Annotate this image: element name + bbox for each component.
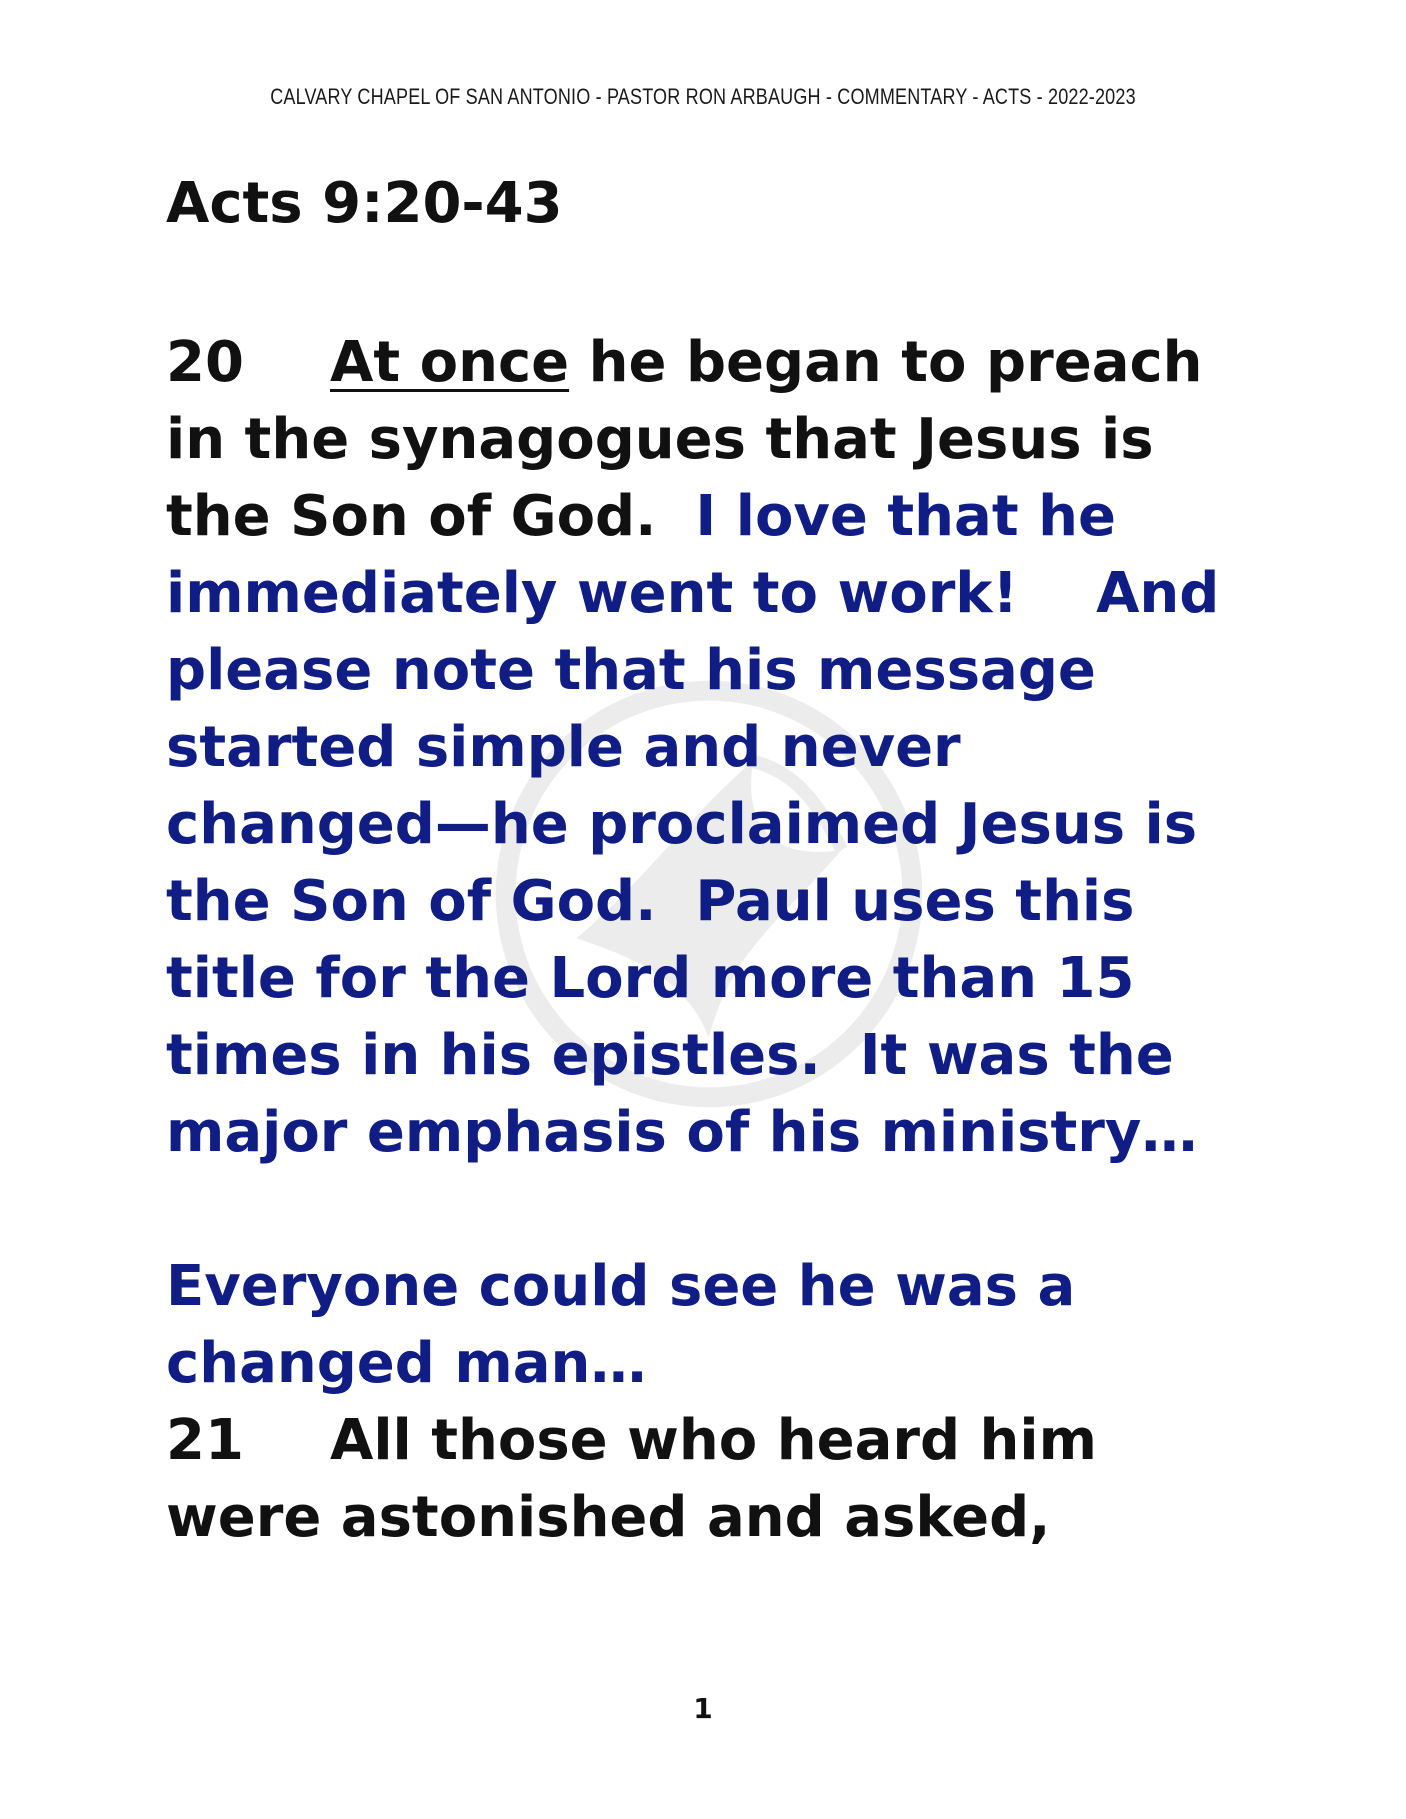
- commentary-text: I love that he immediately went to work! And please note that his message started simple and never changed—he proclaimed Jesus is the Son of God. Paul uses this title for the Lord more than 15 times in his epistles. It was the major emphasis of his ministry…: [166, 484, 1239, 1165]
- page-number: 1: [693, 1692, 713, 1725]
- verse-21: [166, 1402, 1246, 1556]
- commentary-paragraph: Everyone could see he was a changed man…: [166, 1254, 1076, 1396]
- underlined-phrase: At once: [330, 330, 570, 395]
- page-title: Acts 9:20-43: [166, 171, 563, 236]
- document-body: [166, 168, 1246, 1556]
- verse-20: [166, 324, 1246, 1171]
- verse-number: 21: [166, 1408, 244, 1473]
- verse-text: All those who heard him were astonished and asked,: [166, 1408, 1097, 1550]
- verse-number: 20: [166, 330, 244, 395]
- running-header: CALVARY CHAPEL OF SAN ANTONIO - PASTOR RON ARBAUGH - COMMENTARY - ACTS - 2022-2023: [270, 84, 1136, 109]
- verse-text: he began to preach in the synagogues that Jesus is the Son of God.: [166, 330, 1203, 549]
